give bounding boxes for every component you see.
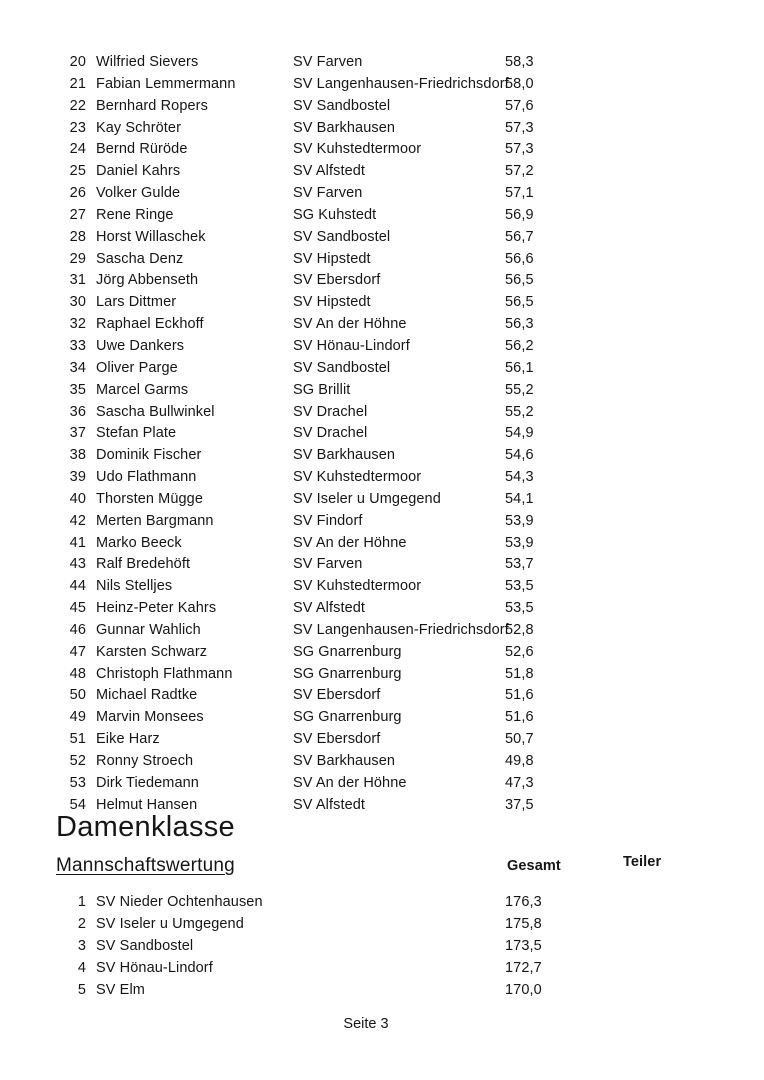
club-cell: SV Ebersdorf — [293, 687, 381, 704]
club-cell: SG Brillit — [293, 381, 351, 398]
club-cell: SV Hönau-Lindorf — [293, 337, 410, 354]
table-row — [56, 751, 764, 773]
table-row — [56, 979, 764, 1001]
rank-cell: 22 — [69, 97, 86, 114]
name-cell: Oliver Parge — [96, 359, 178, 376]
score-cell: 56,6 — [505, 250, 534, 267]
name-cell: Stefan Plate — [96, 425, 177, 442]
club-cell: SV Farven — [293, 556, 363, 573]
rank-cell: 33 — [69, 337, 86, 354]
club-cell: SV Sandbostel — [293, 359, 391, 376]
mannschaftswertung-heading: Mannschaftswertung — [56, 855, 235, 876]
club-cell: SG Gnarrenburg — [293, 643, 402, 660]
rank-cell: 50 — [69, 687, 86, 704]
club-cell: SV Drachel — [293, 425, 368, 442]
score-cell: 53,7 — [505, 556, 534, 573]
rank-cell: 39 — [69, 469, 86, 486]
name-cell: Ralf Bredehöft — [96, 556, 191, 573]
score-cell: 54,1 — [505, 490, 534, 507]
name-cell: Christoph Flathmann — [96, 665, 233, 682]
club-cell: SV Alfstedt — [293, 163, 366, 180]
table-row — [56, 161, 764, 183]
club-cell: SV Ebersdorf — [293, 731, 381, 748]
damenklasse-heading: Damenklasse — [56, 811, 235, 843]
table-row — [56, 642, 764, 664]
rank-cell: 5 — [77, 982, 86, 998]
rank-cell: 44 — [69, 578, 86, 595]
rank-cell: 21 — [69, 75, 86, 92]
column-header-gesamt: Gesamt — [507, 858, 561, 874]
score-cell: 53,5 — [505, 600, 534, 617]
score-cell: 57,3 — [505, 141, 534, 158]
club-cell: SV Drachel — [293, 403, 368, 420]
rank-cell: 2 — [77, 916, 86, 932]
table-row — [56, 598, 764, 620]
rank-cell: 30 — [69, 294, 86, 311]
name-cell: Eike Harz — [96, 731, 160, 748]
team-score-cell: 172,7 — [505, 960, 542, 976]
name-cell: Udo Flathmann — [96, 469, 197, 486]
club-cell: SV Barkhausen — [293, 119, 396, 136]
name-cell: Raphael Eckhoff — [96, 316, 204, 333]
table-row — [56, 183, 764, 205]
table-row — [56, 576, 764, 598]
team-club-cell: SV Nieder Ochtenhausen — [96, 894, 263, 910]
rank-cell: 47 — [69, 643, 86, 660]
table-row — [56, 957, 764, 979]
club-cell: SG Gnarrenburg — [293, 665, 402, 682]
club-cell: SV Sandbostel — [293, 97, 391, 114]
name-cell: Dirk Tiedemann — [96, 774, 199, 791]
table-row — [56, 935, 764, 957]
club-cell: SV An der Höhne — [293, 534, 407, 551]
rank-cell: 35 — [69, 381, 86, 398]
score-cell: 54,3 — [505, 469, 534, 486]
rank-cell: 48 — [69, 665, 86, 682]
rank-cell: 4 — [77, 960, 86, 976]
rank-cell: 52 — [69, 753, 86, 769]
score-cell: 49,8 — [505, 753, 534, 769]
name-cell: Gunnar Wahlich — [96, 621, 201, 638]
name-cell: Volker Gulde — [96, 185, 181, 202]
team-club-cell: SV Sandbostel — [96, 938, 194, 954]
name-cell: Sascha Bullwinkel — [96, 403, 215, 420]
score-cell: 54,9 — [505, 425, 534, 442]
page-footer: Seite 3 — [343, 1016, 389, 1032]
rank-cell: 31 — [69, 272, 86, 289]
name-cell: Bernhard Ropers — [96, 97, 208, 114]
club-cell: SV An der Höhne — [293, 316, 407, 333]
score-cell: 53,9 — [505, 512, 534, 529]
table-row — [56, 205, 764, 227]
score-cell: 52,8 — [505, 621, 534, 638]
score-cell: 56,1 — [505, 359, 534, 376]
individual-results-list — [0, 52, 764, 817]
club-cell: SV Hipstedt — [293, 250, 371, 267]
rank-cell: 26 — [69, 185, 86, 202]
table-row — [56, 554, 764, 576]
score-cell: 56,3 — [505, 316, 534, 333]
rank-cell: 27 — [69, 206, 86, 223]
score-cell: 56,5 — [505, 294, 534, 311]
score-cell: 56,9 — [505, 206, 534, 223]
rank-cell: 25 — [69, 163, 86, 180]
table-row — [56, 314, 764, 336]
team-club-cell: SV Hönau-Lindorf — [96, 960, 213, 976]
score-cell: 57,3 — [505, 119, 534, 136]
table-row — [56, 664, 764, 686]
table-row — [56, 729, 764, 751]
club-cell: SV Findorf — [293, 512, 363, 529]
name-cell: Heinz-Peter Kahrs — [96, 600, 217, 617]
score-cell: 50,7 — [505, 731, 534, 748]
table-row — [56, 913, 764, 935]
rank-cell: 36 — [69, 403, 86, 420]
team-score-cell: 176,3 — [505, 894, 542, 910]
table-row — [56, 380, 764, 402]
table-row — [56, 139, 764, 161]
rank-cell: 54 — [69, 796, 86, 813]
rank-cell: 43 — [69, 556, 86, 573]
rank-cell: 23 — [69, 119, 86, 136]
name-cell: Daniel Kahrs — [96, 163, 181, 180]
table-row — [56, 270, 764, 292]
table-row — [56, 707, 764, 729]
name-cell: Merten Bargmann — [96, 512, 214, 529]
score-cell: 56,7 — [505, 228, 534, 245]
name-cell: Wilfried Sievers — [96, 54, 199, 70]
name-cell: Ronny Stroech — [96, 753, 194, 769]
score-cell: 47,3 — [505, 774, 534, 791]
name-cell: Rene Ringe — [96, 206, 174, 223]
score-cell: 58,3 — [505, 54, 534, 70]
team-club-cell: SV Elm — [96, 982, 145, 998]
name-cell: Sascha Denz — [96, 250, 184, 267]
table-row — [56, 96, 764, 118]
table-row — [56, 402, 764, 424]
club-cell: SV Iseler u Umgegend — [293, 490, 441, 507]
name-cell: Helmut Hansen — [96, 796, 198, 813]
name-cell: Lars Dittmer — [96, 294, 177, 311]
score-cell: 55,2 — [505, 403, 534, 420]
team-club-cell: SV Iseler u Umgegend — [96, 916, 244, 932]
club-cell: SV An der Höhne — [293, 774, 407, 791]
score-cell: 53,9 — [505, 534, 534, 551]
club-cell: SG Kuhstedt — [293, 206, 377, 223]
table-row — [56, 423, 764, 445]
table-row — [56, 445, 764, 467]
table-row — [56, 489, 764, 511]
score-cell: 56,2 — [505, 337, 534, 354]
score-cell: 54,6 — [505, 447, 534, 464]
club-cell: SV Farven — [293, 54, 363, 70]
table-row — [56, 620, 764, 642]
rank-cell: 3 — [77, 938, 86, 954]
table-row — [56, 336, 764, 358]
score-cell: 57,6 — [505, 97, 534, 114]
score-cell: 57,2 — [505, 163, 534, 180]
team-score-cell: 170,0 — [505, 982, 542, 998]
rank-cell: 20 — [69, 54, 86, 70]
team-score-cell: 175,8 — [505, 916, 542, 932]
score-cell: 55,2 — [505, 381, 534, 398]
name-cell: Thorsten Mügge — [96, 490, 203, 507]
club-cell: SV Kuhstedtermoor — [293, 469, 422, 486]
team-score-cell: 173,5 — [505, 938, 542, 954]
table-row — [56, 467, 764, 489]
table-row — [56, 227, 764, 249]
table-row — [56, 773, 764, 795]
name-cell: Horst Willaschek — [96, 228, 206, 245]
club-cell: SV Langenhausen-Friedrichsdorf — [293, 75, 509, 92]
club-cell: SV Alfstedt — [293, 796, 366, 813]
name-cell: Fabian Lemmermann — [96, 75, 236, 92]
rank-cell: 1 — [77, 894, 86, 910]
rank-cell: 38 — [69, 447, 86, 464]
table-row — [56, 511, 764, 533]
table-row — [56, 358, 764, 380]
name-cell: Michael Radtke — [96, 687, 198, 704]
rank-cell: 40 — [69, 490, 86, 507]
rank-cell: 42 — [69, 512, 86, 529]
name-cell: Dominik Fischer — [96, 447, 202, 464]
club-cell: SV Langenhausen-Friedrichsdorf — [293, 621, 509, 638]
rank-cell: 34 — [69, 359, 86, 376]
table-row — [56, 891, 764, 913]
name-cell: Uwe Dankers — [96, 337, 185, 354]
club-cell: SV Ebersdorf — [293, 272, 381, 289]
table-row — [56, 249, 764, 271]
club-cell: SV Kuhstedtermoor — [293, 141, 422, 158]
table-row — [56, 533, 764, 555]
name-cell: Nils Stelljes — [96, 578, 173, 595]
club-cell: SV Hipstedt — [293, 294, 371, 311]
club-cell: SG Gnarrenburg — [293, 709, 402, 726]
club-cell: SV Sandbostel — [293, 228, 391, 245]
table-row — [56, 292, 764, 314]
club-cell: SV Alfstedt — [293, 600, 366, 617]
rank-cell: 29 — [69, 250, 86, 267]
rank-cell: 28 — [69, 228, 86, 245]
name-cell: Jörg Abbenseth — [96, 272, 199, 289]
club-cell: SV Barkhausen — [293, 753, 396, 769]
column-header-teiler: Teiler — [623, 854, 662, 870]
club-cell: SV Kuhstedtermoor — [293, 578, 422, 595]
name-cell: Marcel Garms — [96, 381, 189, 398]
club-cell: SV Barkhausen — [293, 447, 396, 464]
team-results-list — [0, 891, 764, 1001]
name-cell: Bernd Rüröde — [96, 141, 188, 158]
name-cell: Marko Beeck — [96, 534, 182, 551]
score-cell: 56,5 — [505, 272, 534, 289]
rank-cell: 24 — [69, 141, 86, 158]
table-row — [56, 118, 764, 140]
rank-cell: 41 — [69, 534, 86, 551]
rank-cell: 37 — [69, 425, 86, 442]
score-cell: 57,1 — [505, 185, 534, 202]
table-row — [56, 52, 764, 74]
table-row — [56, 685, 764, 707]
name-cell: Marvin Monsees — [96, 709, 204, 726]
score-cell: 58,0 — [505, 75, 534, 92]
name-cell: Kay Schröter — [96, 119, 182, 136]
score-cell: 51,6 — [505, 709, 534, 726]
rank-cell: 32 — [69, 316, 86, 333]
table-row — [56, 74, 764, 96]
rank-cell: 46 — [69, 621, 86, 638]
rank-cell: 45 — [69, 600, 86, 617]
score-cell: 52,6 — [505, 643, 534, 660]
rank-cell: 53 — [69, 774, 86, 791]
rank-cell: 51 — [69, 731, 86, 748]
score-cell: 51,6 — [505, 687, 534, 704]
club-cell: SV Farven — [293, 185, 363, 202]
score-cell: 51,8 — [505, 665, 534, 682]
name-cell: Karsten Schwarz — [96, 643, 208, 660]
score-cell: 37,5 — [505, 796, 534, 813]
score-cell: 53,5 — [505, 578, 534, 595]
rank-cell: 49 — [69, 709, 86, 726]
